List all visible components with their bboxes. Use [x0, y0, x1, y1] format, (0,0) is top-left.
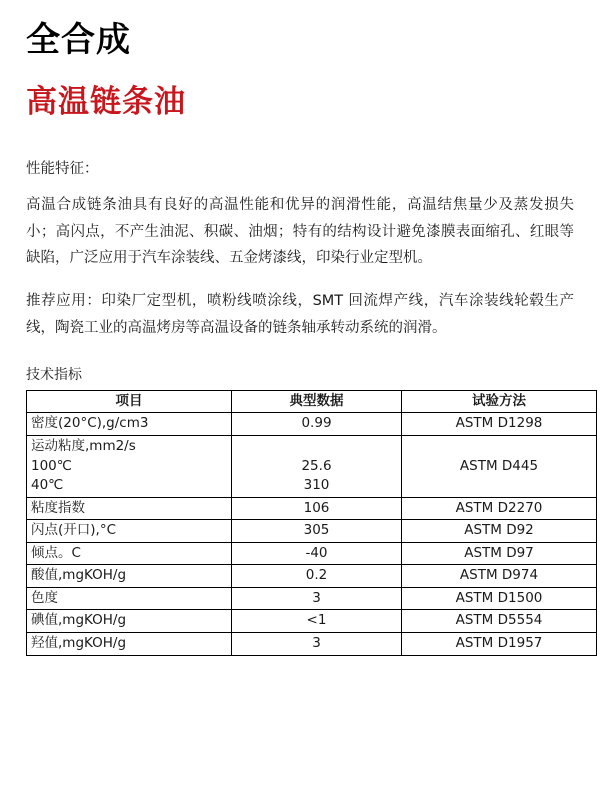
row-method: ASTM D974	[402, 565, 597, 588]
row-value-line-1	[236, 437, 397, 457]
row-value	[232, 435, 402, 497]
page-title-sub: 高温链条油	[26, 84, 186, 121]
performance-description: 高温合成链条油具有良好的高温性能和优异的润滑性能，高温结焦量少及蒸发损失小；高闪点，不产生油泥、积碳、油烟；特有的结构设计避免漆膜表面缩孔、红眼等缺陷，广泛应用于汽车涂装线、五金烤漆线，印染行业定型机。	[26, 196, 574, 267]
row-method: ASTM D1957	[402, 633, 597, 656]
row-value: -40	[232, 542, 402, 565]
table-header-value: 典型数据	[232, 390, 402, 413]
row-item: 粘度指数	[27, 497, 232, 520]
row-value: 3	[232, 587, 402, 610]
row-value-line-2: 25.6	[301, 457, 332, 474]
row-method: ASTM D5554	[402, 610, 597, 633]
row-item: 碘值,mgKOH/g	[27, 610, 232, 633]
row-method: ASTM D92	[402, 520, 597, 543]
table-header-method: 试验方法	[402, 390, 597, 413]
row-item: 密度(20°C),g/cm3	[27, 413, 232, 436]
row-item	[27, 435, 232, 497]
table-row	[27, 497, 597, 520]
row-item: 闪点(开口),°C	[27, 520, 232, 543]
row-value: 0.99	[232, 413, 402, 436]
row-value: <1	[232, 610, 402, 633]
performance-section-label: 性能特征：	[26, 161, 99, 178]
row-item-line-1: 运动粘度,mm2/s	[31, 437, 136, 454]
row-item: 色度	[27, 587, 232, 610]
page-title-main: 全合成	[26, 20, 131, 60]
row-item: 酸值,mgKOH/g	[27, 565, 232, 588]
table-row	[27, 610, 597, 633]
row-item-line-3: 40℃	[31, 477, 64, 494]
tech-spec-table	[26, 390, 597, 656]
row-value-line-3: 310	[303, 477, 330, 494]
row-item: 羟值,mgKOH/g	[27, 633, 232, 656]
table-row	[27, 413, 597, 436]
row-value: 3	[232, 633, 402, 656]
row-method: ASTM D97	[402, 542, 597, 565]
row-value: 106	[232, 497, 402, 520]
table-row	[27, 520, 597, 543]
row-method: ASTM D1298	[402, 413, 597, 436]
table-row	[27, 435, 597, 497]
row-item-line-2: 100℃	[31, 457, 72, 474]
row-method: ASTM D445	[402, 435, 597, 497]
application-description: 推荐应用：印染厂定型机，喷粉线喷涂线，SMT 回流焊产线，汽车涂装线轮毂生产线，陶瓷工业的高温烤房等高温设备的链条轴承转动系统的润滑。	[26, 293, 574, 337]
row-value: 0.2	[232, 565, 402, 588]
tech-spec-label: 技术指标	[26, 366, 82, 383]
table-row	[27, 542, 597, 565]
table-row	[27, 633, 597, 656]
table-row	[27, 565, 597, 588]
row-method: ASTM D1500	[402, 587, 597, 610]
table-row	[27, 587, 597, 610]
row-method: ASTM D2270	[402, 497, 597, 520]
row-value: 305	[232, 520, 402, 543]
table-header-row	[27, 390, 597, 413]
table-header-item: 项目	[27, 390, 232, 413]
row-item: 倾点。C	[27, 542, 232, 565]
